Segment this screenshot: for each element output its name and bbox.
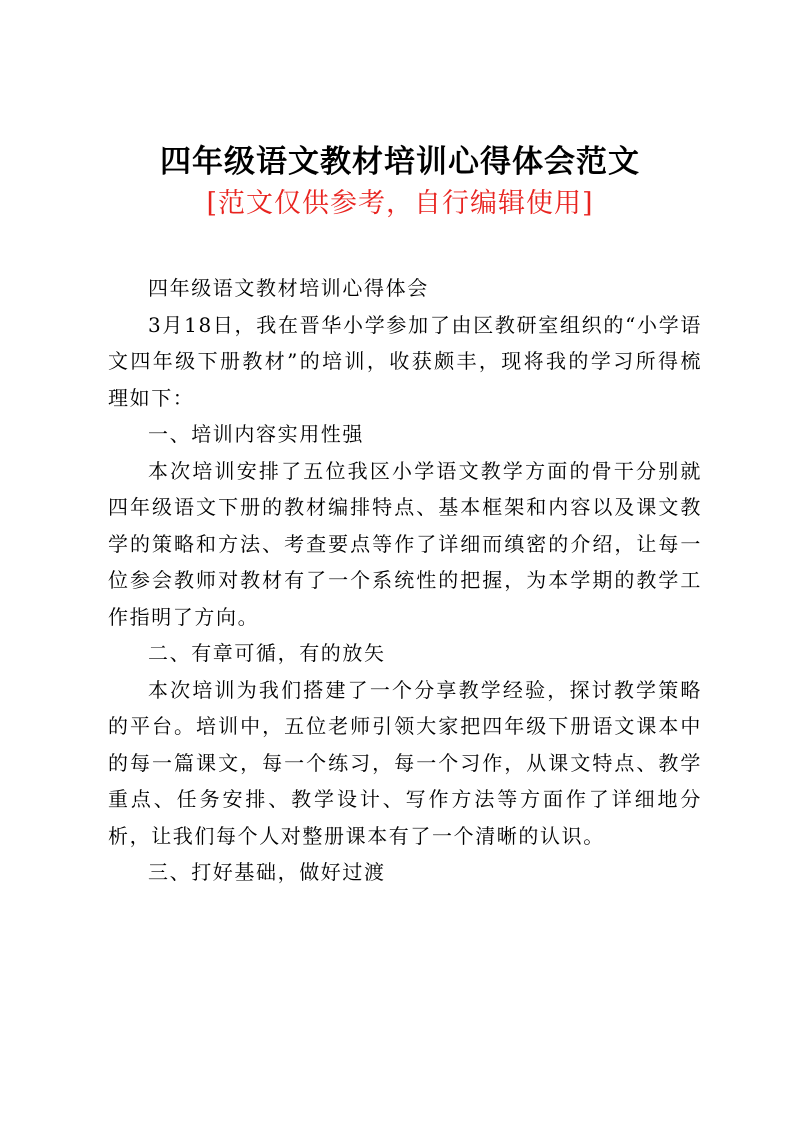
paragraph-section-1: 本次培训安排了五位我区小学语文教学方面的骨干分别就四年级语文下册的教材编排特点、基本框架和内容以及课文教学的策略和方法、考查要点等作了详细而缜密的介绍，让每一位参会教师对教材有了一个系统性的把握，为本学期的教学工作指明了方向。	[108, 458, 702, 629]
document-subtitle: [范文仅供参考，自行编辑使用]	[206, 188, 594, 219]
section-heading-3: 三、打好基础，做好过渡	[148, 860, 386, 884]
section-heading-2: 二、有章可循，有的放矢	[148, 641, 386, 665]
section-heading-1: 一、培训内容实用性强	[148, 422, 364, 446]
paragraph-intro: 3月18日，我在晋华小学参加了由区教研室组织的“小学语文四年级下册教材”的培训，收获颇丰，现将我的学习所得梳理如下：	[108, 312, 702, 410]
document-title: 四年级语文教材培训心得体会范文	[160, 144, 640, 180]
document-body	[108, 270, 702, 891]
paragraph-heading: 四年级语文教材培训心得体会	[148, 276, 429, 300]
paragraph-section-2: 本次培训为我们搭建了一个分享教学经验，探讨教学策略的平台。培训中，五位老师引领大家把四年级下册语文课本中的每一篇课文，每一个练习，每一个习作，从课文特点、教学重点、任务安排、教学设计、写作方法等方面作了详细地分析，让我们每个人对整册课本有了一个清晰的认识。	[108, 677, 702, 848]
